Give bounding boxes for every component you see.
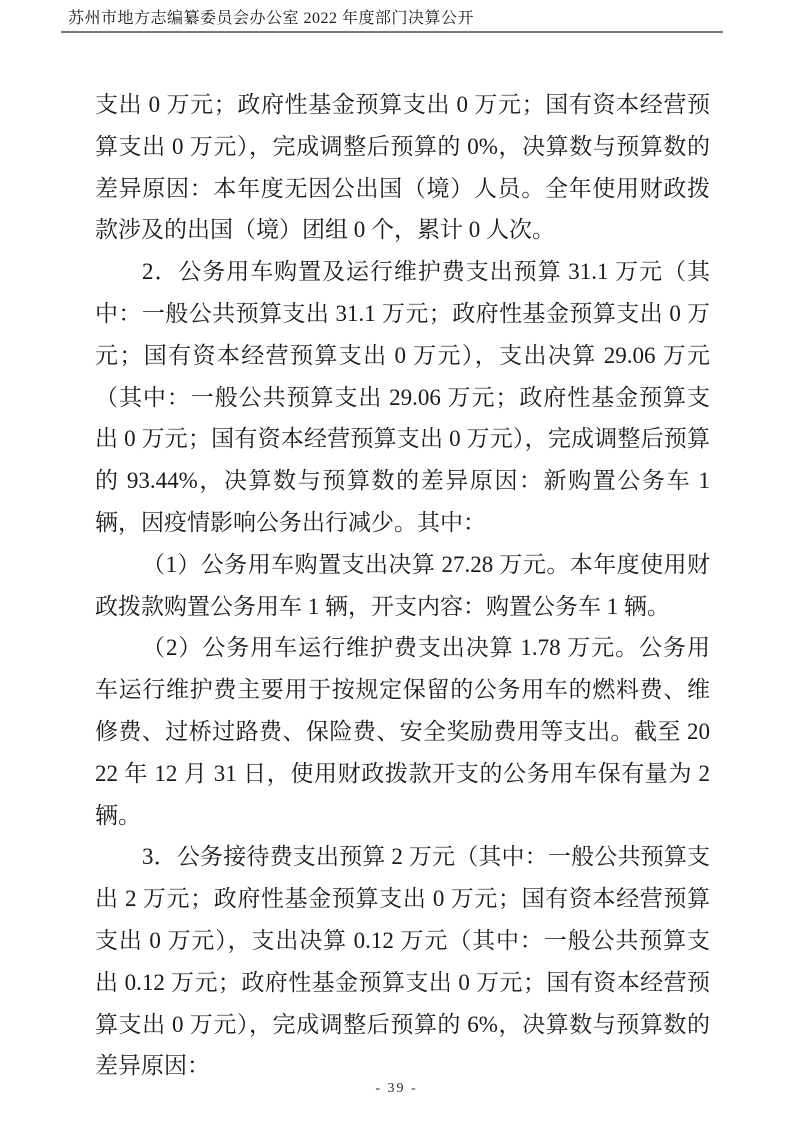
paragraph-continuation: 支出 0 万元；政府性基金预算支出 0 万元；国有资本经营预算支出 0 万元），完成调整后预算的 0%，决算数与预算数的差异原因：本年度无因公出国（境）人员。全年使用财政拨款涉及的出国（境）团组 0 个，累计 0 人次。 <box>95 92 710 243</box>
page-number: - 39 - <box>375 1081 418 1096</box>
page-header <box>61 9 723 33</box>
paragraph-vehicle-maintenance: （2）公务用车运行维护费支出决算 1.78 万元。公务用车运行维护费主要用于按规定保留的公务用车的燃料费、维修费、过桥过路费、保险费、安全奖励费用等支出。截至 2022 年 12 月 31 日，使用财政拨款开支的公务用车保有量为 2 辆。 <box>95 635 710 828</box>
page-footer <box>0 1079 793 1098</box>
page-header-title: 苏州市地方志编纂委员会办公室 2022 年度部门决算公开 <box>68 10 475 27</box>
paragraph-vehicle-purchase: （1）公务用车购置支出决算 27.28 万元。本年度使用财政拨款购置公务用车 1 辆，开支内容：购置公务车 1 辆。 <box>95 551 710 619</box>
paragraph-item-3-reception-budget: 3．公务接待费支出预算 2 万元（其中：一般公共预算支出 2 万元；政府性基金预算支出 0 万元；国有资本经营预算支出 0 万元），支出决算 0.12 万元（其中：一般公共预算支出 0.12 万元；政府性基金预算支出 0 万元；国有资本经营预算支出 0 万元），完成调整后预算的 6%，决算数与预算数的差异原因： <box>95 844 710 1079</box>
paragraph-item-2-vehicle-budget: 2．公务用车购置及运行维护费支出预算 31.1 万元（其中：一般公共预算支出 31.1 万元；政府性基金预算支出 0 万元；国有资本经营预算支出 0 万元），支出决算 29.06 万元（其中：一般公共预算支出 29.06 万元；政府性基金预算支出 0 万元；国有资本经营预算支出 0 万元），完成调整后预算的 93.44%，决算数与预算数的差异原因：新购置公务车 1 辆，因疫情影响公务出行减少。其中： <box>95 259 710 535</box>
document-body <box>95 84 710 1087</box>
